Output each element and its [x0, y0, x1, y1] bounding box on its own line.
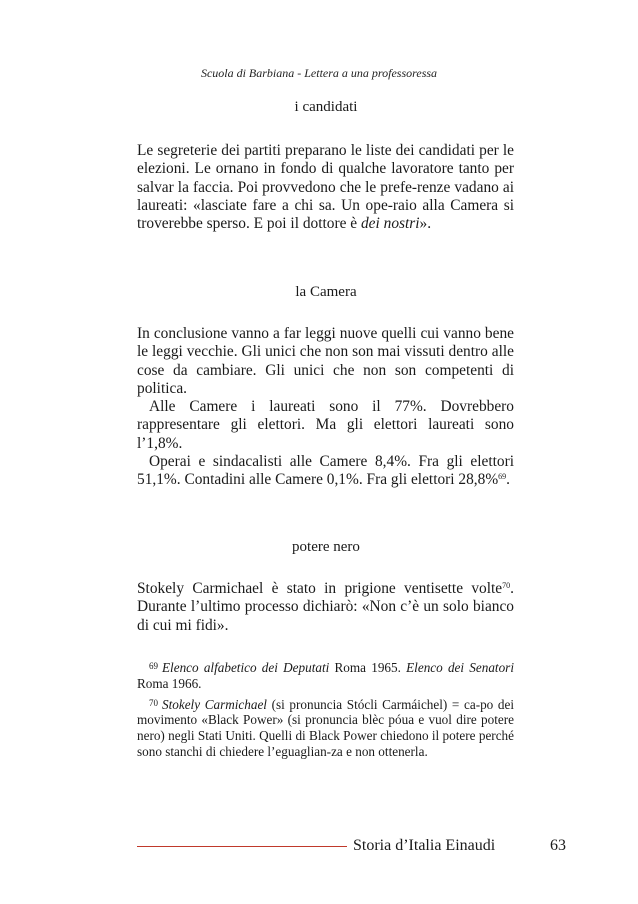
footnote-number: 69 — [149, 661, 158, 671]
footnote-text: (si pronuncia Stócli Carmáichel) = ca-po dei movimento «Black Power» (si pronuncia blèc póua e vuol dire potere nero) negli Stati Uniti. Quelli di Black Power chiedono il potere perché sono stanchi di chiedere l’eguaglian-za e non ottenerla. — [137, 696, 514, 759]
footer-rule — [137, 846, 347, 847]
paragraph — [137, 142, 514, 233]
running-head: Scuola di Barbiana - Lettera a una professoressa — [200, 66, 438, 80]
footnote-ref: 70 — [502, 581, 511, 590]
paragraph-text-end: . — [506, 471, 511, 489]
paragraph-text: Stokely Carmichael è stato in prigione ventisette volte — [137, 580, 503, 597]
footnote-number: 70 — [149, 697, 158, 708]
paragraph-text: Le segreterie dei partiti preparano le liste dei candidati per le elezioni. Le ornano in fondo di qualche lavoratore tanto per salvar la faccia. Poi provvedono che le prefe-renze vadano ai laureati: «lasciate fare a chi sa. Un ope-raio alla Camera si troverebbe sperso. E poi il dottore è — [137, 142, 514, 233]
footnotes — [137, 659, 514, 760]
page-number: 63 — [550, 837, 566, 854]
footnote-italic: Elenco dei Senatori — [406, 660, 514, 675]
footnote-italic: Elenco alfabetico dei Deputati — [162, 660, 330, 675]
section-body-candidati — [137, 142, 514, 233]
paragraph-italic: dei nostri — [360, 215, 420, 233]
paragraph — [137, 453, 514, 490]
footnote-text: Roma 1965. — [329, 660, 407, 675]
footnote-text: Roma 1966. — [137, 675, 202, 691]
paragraph-text-end: . Durante l’ultimo processo dichiarò: «Non c’è un solo bianco di cui mi fidi». — [137, 580, 514, 634]
paragraph-text-end: ». — [419, 215, 432, 233]
paragraph: In conclusione vanno a far leggi nuove quelli cui vanno bene le leggi vecchie. Gli unici che non son mai vissuti dentro alle cose da cambiare. Gli unici che non son competenti di politica. — [137, 325, 514, 397]
publisher-name: Storia d’Italia Einaudi — [353, 837, 496, 854]
footnote-ref: 69 — [498, 472, 507, 482]
footnote — [137, 696, 514, 760]
paragraph-text: Operai e sindacalisti alle Camere 8,4%. Fra gli elettori 51,1%. Contadini alle Camere 0,1%. Fra gli elettori 28,8% — [137, 453, 514, 489]
footnote — [137, 659, 514, 692]
section-heading-potere-nero: potere nero — [292, 539, 360, 555]
paragraph — [137, 580, 514, 635]
paragraph: Alle Camere i laureati sono il 77%. Dovrebbero rappresentare gli elettori. Ma gli elettori laureati sono l’1,8%. — [137, 398, 514, 452]
footnote-italic: Stokely Carmichael — [162, 696, 267, 712]
section-body-camera — [137, 325, 514, 490]
section-heading-camera: la Camera — [295, 284, 357, 300]
section-body-potere-nero — [137, 580, 514, 635]
section-heading-candidati: i candidati — [294, 99, 358, 115]
